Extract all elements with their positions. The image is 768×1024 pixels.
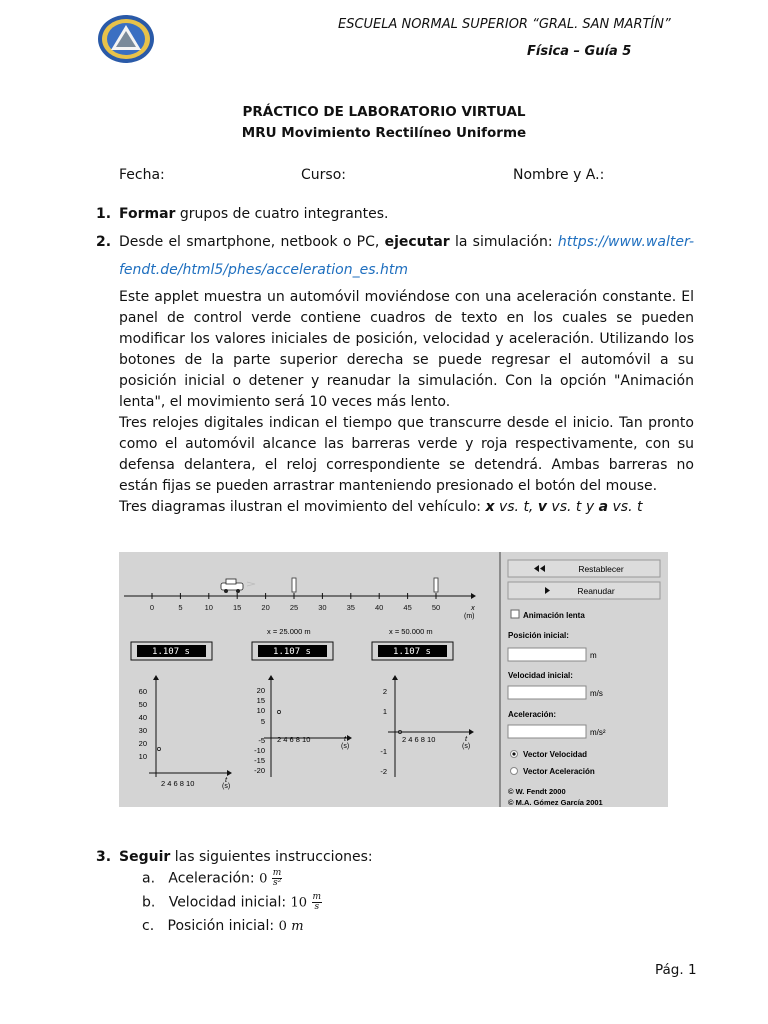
svg-text:m/s: m/s (590, 689, 603, 698)
car-icon (221, 579, 255, 593)
svg-text:t: t (344, 734, 347, 743)
slow-animation-checkbox[interactable] (511, 610, 519, 618)
graph-v-vs-t (254, 675, 352, 777)
list-item: Formar grupos de cuatro integrantes. (119, 206, 389, 222)
school-name: ESCUELA NORMAL SUPERIOR “GRAL. SAN MARTÍN” (338, 17, 671, 32)
svg-text:2 4 6 8 10: 2 4 6 8 10 (161, 779, 195, 788)
barrier1-label: x = 25.000 m (267, 627, 311, 636)
x-tick-label: 45 (403, 603, 412, 612)
svg-text:Reanudar: Reanudar (577, 586, 615, 596)
item-number: 1. (96, 206, 112, 222)
svg-text:© W. Fendt 2000: © W. Fendt 2000 (508, 787, 566, 796)
y-tick-label: 50 (138, 700, 147, 709)
clock-1 (131, 642, 212, 660)
x-tick-label: 35 (346, 603, 355, 612)
subitem-acceleration: a. Aceleración: 0 $\frac{m}{\text{s²}}$ (142, 868, 282, 888)
velocity-input[interactable] (508, 686, 586, 699)
clock-3 (372, 642, 453, 660)
barrier-red[interactable] (434, 578, 438, 592)
svg-text:© M.A. Gómez García 2001: © M.A. Gómez García 2001 (508, 798, 603, 807)
x-axis-unit: (m) (464, 613, 475, 620)
svg-text:Aceleración:: Aceleración: (508, 710, 557, 719)
svg-text:t: t (465, 734, 468, 743)
y-tick-label: 15 (256, 696, 265, 705)
fecha-label: Fecha: (119, 167, 165, 183)
svg-text:(s): (s) (462, 743, 471, 750)
svg-text:Vector Velocidad: Vector Velocidad (523, 750, 588, 759)
school-logo (97, 14, 155, 64)
x-tick-label: 0 (149, 603, 155, 612)
graph-a-vs-t (380, 675, 474, 777)
y-tick-label: 10 (138, 752, 147, 761)
barrier-green[interactable] (292, 578, 296, 592)
x-tick-label: 50 (431, 603, 441, 612)
svg-text:t: t (225, 775, 228, 784)
subitem-velocity: b. Velocidad inicial: 10 $\frac{m}{s}$ (142, 892, 322, 912)
curso-label: Curso: (301, 167, 346, 183)
y-tick-label: -15 (254, 756, 265, 765)
svg-text:2 4 6 8 10: 2 4 6 8 10 (402, 735, 436, 744)
y-tick-label: -20 (254, 766, 265, 775)
svg-text:m: m (590, 651, 597, 660)
svg-text:2 4 6 8 10: 2 4 6 8 10 (277, 735, 311, 744)
acceleration-input[interactable] (508, 725, 586, 738)
svg-text:m/s²: m/s² (590, 728, 606, 737)
y-tick-label: -5 (258, 736, 265, 745)
list-item: Desde el smartphone, netbook o PC, ejecutar la simulación: https://www.walter- (119, 234, 694, 250)
position-input[interactable] (508, 648, 586, 661)
x-tick-label: 30 (318, 603, 327, 612)
x-tick-label: 5 (178, 603, 183, 612)
svg-text:(s): (s) (341, 743, 350, 750)
y-tick-label: -2 (380, 767, 387, 776)
svg-text:1.107 s: 1.107 s (393, 647, 431, 657)
y-tick-label: -10 (254, 746, 265, 755)
reset-button[interactable] (508, 560, 660, 577)
x-tick-label: 25 (289, 603, 299, 612)
y-tick-label: 5 (260, 717, 265, 726)
radio-acceleration[interactable] (511, 768, 518, 775)
page-subtitle: MRU Movimiento Rectilíneo Uniforme (241, 125, 527, 141)
y-tick-label: 10 (256, 706, 265, 715)
x-tick-label: 15 (233, 603, 242, 612)
svg-text:1.107 s: 1.107 s (273, 647, 311, 657)
list-item: Seguir las siguientes instrucciones: (119, 849, 373, 865)
guide-title: Física – Guía 5 (527, 44, 632, 59)
y-tick-label: 40 (138, 713, 147, 722)
x-axis-label: x (471, 603, 475, 612)
y-tick-label: 30 (138, 726, 147, 735)
page-number: Pág. 1 (655, 962, 697, 978)
x-tick-label: 10 (204, 603, 213, 612)
graph-x-vs-t (139, 675, 232, 790)
svg-text:Velocidad inicial:: Velocidad inicial: (508, 671, 573, 680)
y-tick-label: -1 (380, 747, 387, 756)
simulation-link-continued[interactable]: fendt.de/html5/phes/acceleration_es.htm (119, 262, 408, 278)
subitem-position: c. Posición inicial: 0 m (142, 918, 304, 934)
x-tick-label: 40 (375, 603, 384, 612)
y-tick-label: 20 (256, 686, 265, 695)
svg-text:Posición inicial:: Posición inicial: (508, 631, 569, 640)
y-tick-label: 2 (382, 687, 387, 696)
x-tick-label: 20 (261, 603, 270, 612)
slow-animation-label: Animación lenta (523, 611, 585, 620)
description-paragraph: Este applet muestra un automóvil moviéndose con una aceleración constante. El panel de control verde contiene cuadros de texto en los cuales se pueden modificar los valores iniciales de posición, velocidad y aceleración. Utilizando los botones de la parte superior derecha se puede regresar el automóvil a su posición inicial o detener y reanudar la simulación. Con la opción "Animación lenta", el movimiento será 10 veces más lento. Tres relojes digitales indican el tiempo que transcurre desde el inicio. Tan pronto como el automóvil alcance las barreras verde y roja respectivamente, con su defensa delantera, el reloj correspondiente se detendrá. Ambas barreras no están fijas se pueden arrastrar manteniendo presionado el botón del mouse. Tres diagramas ilustran el movimiento del vehículo: x vs. t, v vs. t y a vs. t (119, 289, 694, 515)
svg-text:1.107 s: 1.107 s (152, 647, 190, 657)
resume-button[interactable] (508, 582, 660, 599)
simulation-applet (119, 552, 668, 807)
svg-text:(s): (s) (222, 783, 231, 790)
barrier2-label: x = 50.000 m (389, 627, 433, 636)
nombre-label: Nombre y A.: (513, 167, 605, 183)
y-tick-label: 20 (138, 739, 147, 748)
y-tick-label: 60 (138, 687, 147, 696)
clock-2 (252, 642, 333, 660)
page-title: PRÁCTICO DE LABORATORIO VIRTUAL (242, 104, 526, 120)
svg-text:Vector Aceleración: Vector Aceleración (523, 767, 595, 776)
svg-text:Restablecer: Restablecer (578, 564, 624, 574)
item-number: 3. (96, 849, 112, 865)
item-number: 2. (96, 234, 112, 250)
simulation-link[interactable]: https://www.walter- (557, 234, 694, 250)
y-tick-label: 1 (382, 707, 387, 716)
